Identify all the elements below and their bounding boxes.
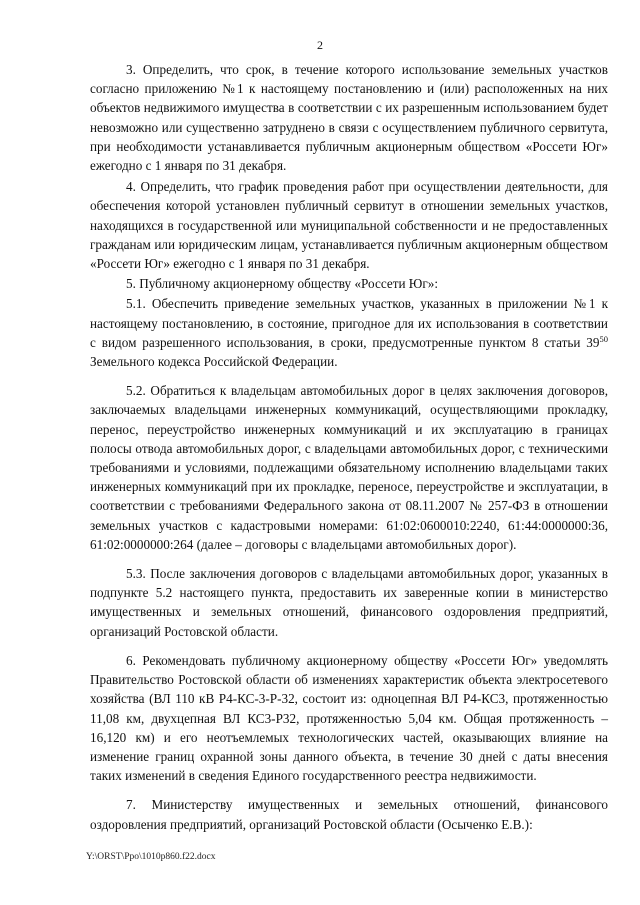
paragraph-3: 3. Определить, что срок, в течение которого использование земельных участков согласно приложению №1 к настоящему постановлению и (или) расположенных на них объектов недвижимого имущества в соответствии с их разрешенным использованием будет невозможно или существенно затруднено в связи с осуществлением публичного сервитута, при необходимости устанавливается публичным акционерным обществом «Россети Юг» ежегодно с 1 января по 31 декабря. bbox=[90, 62, 608, 174]
paragraph-5-2: 5.2. Обратиться к владельцам автомобильных дорог в целях заключения договоров, заключаемых владельцами инженерных коммуникаций, осуществляющими прокладку, перенос, переустройство инженерных коммуникаций и их эксплуатацию в границах полосы отвода автомобильных дорог, с владельцами автомобильных дорог, с техническими требованиями и условиями, подлежащими обязательному исполнению владельцами таких инженерных коммуникаций при их прокладке, переносе, переустройстве и эксплуатации, в соответствии с требованиями Федерального закона от 08.11.2007 № 257-ФЗ в отношении земельных участков с кадастровыми номерами: 61:02:0600010:2240, 61:44:0000000:36, 61:02:0000000:264 (далее – договоры с владельцами автомобильных дорог). bbox=[90, 383, 608, 552]
paragraph-5-1 bbox=[90, 294, 608, 371]
paragraph-5: 5. Публичному акционерному обществу «Россети Юг»: bbox=[126, 276, 439, 292]
document-body bbox=[90, 60, 608, 834]
page-number: 2 bbox=[317, 38, 323, 52]
paragraph-5-3: 5.3. После заключения договоров с владельцами автомобильных дорог, указанных в подпункте 5.2 настоящего пункта, предоставить их заверенные копии в министерство имущественных и земельных отношений, финансового оздоровления предприятий, организаций Ростовской области. bbox=[90, 566, 608, 639]
article-superscript: 50 bbox=[599, 333, 608, 344]
paragraph-5-1-tail: Земельного кодекса Российской Федерации. bbox=[90, 354, 338, 370]
file-path-footer: Y:\ORST\Ppo\1010p860.f22.docx bbox=[86, 852, 216, 862]
paragraph-6: 6. Рекомендовать публичному акционерному обществу «Россети Юг» уведомлять Правительство Ростовской области об изменениях характеристик объекта электросетевого хозяйства (ВЛ 110 кВ Р4-КС-3-Р-32, состоит из: одноцепная ВЛ Р4-КС3, протяженностью 11,08 км, двухцепная ВЛ КС3-Р32, протяженностью 5,04 км. Общая протяженность – 16,120 км) и его неотъемлемых технологических частей, оказывающих влияние на изменение границ охранной зоны данного объекта, в течение 30 дней с даты внесения таких изменений в сведения Единого государственного реестра недвижимости. bbox=[90, 652, 608, 784]
paragraph-4: 4. Определить, что график проведения работ при осуществлении деятельности, для обеспечения которой установлен публичный сервитут в отношении земельных участков, находящихся в государственной или муниципальной собственности и не предоставленных гражданам или юридическим лицам, устанавливается публичным акционерным обществом «Россети Юг» ежегодно с 1 января по 31 декабря. bbox=[90, 179, 608, 272]
paragraph-5-1-text: 5.1. Обеспечить приведение земельных участков, указанных в приложении №1 к настоящему постановлению, в состояние, пригодное для их использования в соответствии с видом разрешенного использования, в сроки, предусмотренные пунктом 8 статьи 39 bbox=[90, 296, 608, 350]
paragraph-7: 7. Министерству имущественных и земельных отношений, финансового оздоровления предприятий, организаций Ростовской области (Осыченко Е.В.): bbox=[90, 797, 608, 832]
